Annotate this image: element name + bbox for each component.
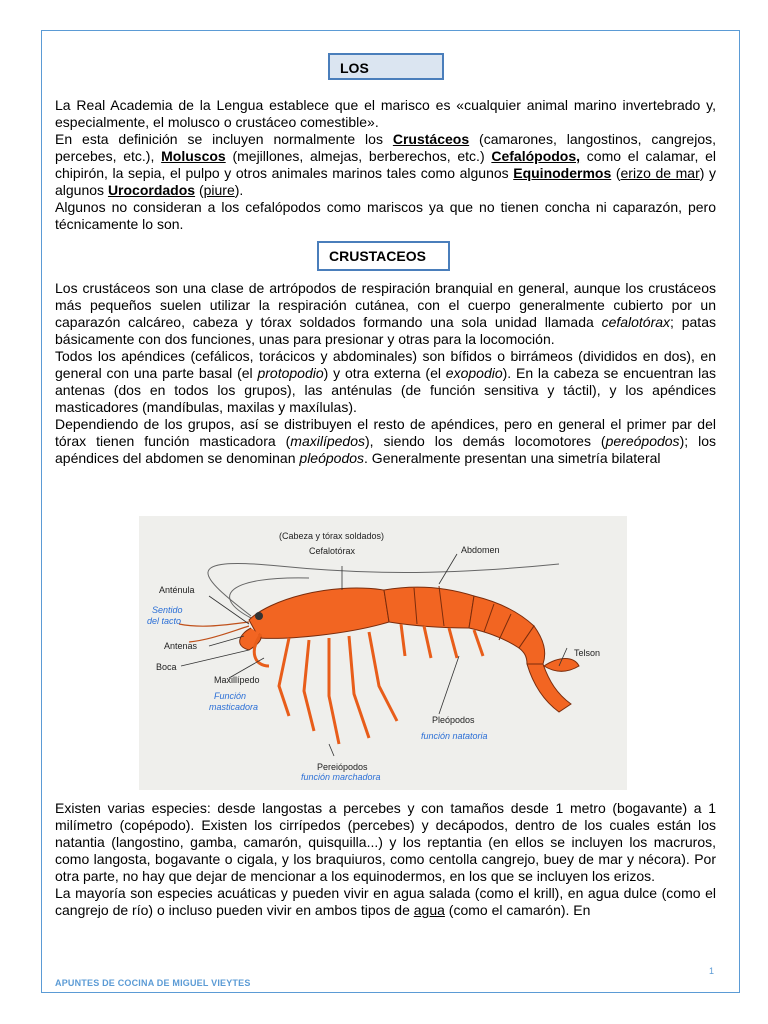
leader-line: [439, 656, 459, 714]
eye-shape: [255, 612, 263, 620]
text-run: ), siendo los demás locomotores (: [365, 433, 606, 449]
text-run: La mayoría son especies acuáticas y pueden vivir en agua salada (como el krill), en agua dulce (como el cangrejo de río) o incluso pueden vivir en ambos tipos de: [55, 885, 716, 918]
crust-paragraph-1: [55, 280, 716, 348]
text-run: ). En la cabeza se encuentran las antenas (dos en todos los grupos), las anténulas (de función sensitiva y táctil), y los apéndices masticadores (mandíbulas, maxilas y maxílulas).: [55, 365, 716, 415]
term-moluscos: Moluscos: [161, 148, 226, 164]
link-piure[interactable]: piure: [203, 182, 235, 198]
leader-line: [181, 650, 249, 666]
label-masticadora: masticadora: [209, 702, 259, 712]
term-maxilipedos: maxilípedos: [290, 433, 365, 449]
walking-leg: [304, 640, 314, 731]
heading-los-text: LOS: [340, 60, 369, 76]
page-number: 1: [709, 966, 715, 976]
text-run: (como el camarón). En: [444, 902, 591, 918]
species-paragraph-1: Existen varias especies: desde langostas a percebes y con tamaños desde 1 metro (bogavante) a 1 milímetro (copépodo). Existen los cirrípedos (percebes) y decápodos, dentro de los cuales están los natantia (langostino, gamba, camarón, quisquilla...) y los reptantia (en ellos se incluyen los macruros, como langosta, bogavante o cigala, y los braquiuros, como centolla cangrejo, buey de mar y nécora). Por otra parte, no hay que dejar de mencionar a los equinodermos, en los que se incluyen los erizos.: [55, 800, 716, 884]
text-run: (camarones, langostinos, cangrejos, percebes, etc.),: [55, 131, 716, 164]
abdomen-segment: [384, 587, 474, 628]
label-pleopodos: Pleópodos: [432, 715, 475, 725]
intro-section: [55, 97, 716, 233]
antennule-line: [179, 622, 249, 626]
term-equinodermos: Equinodermos: [513, 165, 612, 181]
term-urocordados: Urocordados: [107, 182, 196, 198]
term-crustaceos: Crustáceos: [392, 131, 470, 147]
label-natatoria: función natatoria: [421, 731, 488, 741]
walking-leg: [329, 638, 339, 744]
term-exopodio: exopodio: [445, 365, 503, 381]
term-cefalopodos: Cefalópodos,: [491, 148, 581, 164]
text-run: ); los apéndices del abdomen se denominan: [55, 433, 717, 466]
text-run: Todos los apéndices (cefálicos, torácicos y abdominales) son bífidos o birrámeos (divididos en dos), en general con una parte basal (el: [55, 348, 716, 381]
walking-leg: [369, 632, 397, 721]
label-cefalotorax: Cefalotórax: [309, 546, 356, 556]
label-tacto: del tacto: [147, 616, 182, 626]
link-erizo[interactable]: erizo de mar: [620, 165, 700, 181]
heading-crustaceos: [317, 241, 450, 271]
term-cefalotorax: cefalotórax: [601, 314, 671, 330]
crust-paragraph-3: [55, 416, 716, 467]
footer-text: APUNTES DE COCINA DE MIGUEL VIEYTES: [55, 978, 251, 988]
label-pereiopodos: Pereiópodos: [317, 762, 368, 772]
text-run: ; patas básicamente con dos funciones, unas para presionar y otras para la locomoción.: [55, 314, 716, 347]
leader-line: [329, 744, 334, 756]
shrimp-anatomy-figure: [139, 516, 627, 790]
species-section: [55, 800, 716, 919]
label-antenas: Antenas: [164, 641, 198, 651]
label-antenula: Anténula: [159, 585, 195, 595]
text-run: Los crustáceos son una clase de artrópodos de respiración branquial en general, aunque los crustáceos más pequeños suelen utilizar la respiración cutánea, con el cuerpo generalmente cubierto por un caparazón calcáreo, cabeza y tórax soldados formando una sola unidad llamada: [55, 280, 716, 330]
label-funcion: Función: [214, 691, 247, 701]
text-run: (: [195, 182, 204, 198]
term-pleopodos: pleópodos: [299, 450, 365, 466]
crustaceos-section: [55, 280, 716, 467]
text-run: (mejillones, almejas, berberechos, etc.): [225, 148, 492, 164]
cephalothorax-shape: [249, 588, 389, 638]
label-boca: Boca: [156, 662, 177, 672]
text-run: En esta definición se incluyen normalmente los: [55, 131, 393, 147]
label-sentido: Sentido: [152, 605, 183, 615]
walking-leg: [349, 636, 369, 738]
intro-paragraph-2: [55, 131, 716, 199]
intro-paragraph-3: Algunos no consideran a los cefalópodos como mariscos ya que no tienen concha ni caparazón, pero técnicamente lo son.: [55, 199, 716, 232]
label-maxilipedo: Maxillípedo: [214, 675, 260, 685]
text-run: (: [611, 165, 621, 181]
heading-crustaceos-text: CRUSTACEOS: [329, 248, 426, 264]
text-run: ) y algunos: [55, 165, 716, 198]
species-paragraph-2: [55, 885, 716, 919]
swimming-legs: [401, 624, 483, 658]
text-run: . Generalmente presentan una simetría bilateral: [364, 450, 661, 466]
heading-los: [328, 53, 444, 80]
text-run: ).: [234, 182, 244, 198]
intro-paragraph-1: La Real Academia de la Lengua establece que el marisco es «cualquier animal marino invertebrado y, especialmente, el molusco o crustáceo comestible».: [55, 97, 716, 130]
link-agua[interactable]: agua: [413, 902, 445, 918]
walking-leg: [279, 638, 289, 716]
term-pereopodos: pereópodos: [605, 433, 680, 449]
crust-paragraph-2: [55, 348, 716, 416]
label-telson: Telson: [574, 648, 601, 658]
label-top: (Cabeza y tórax soldados): [279, 531, 385, 541]
label-abdomen: Abdomen: [461, 545, 500, 555]
leader-line: [439, 554, 457, 584]
shrimp-diagram: [139, 516, 627, 790]
text-run: como el calamar, el chipirón, la sepia, el pulpo y otros animales marinos tales como algunos: [55, 148, 716, 181]
term-protopodio: protopodio: [257, 365, 324, 381]
label-marchadora: función marchadora: [301, 772, 381, 782]
text-run: Dependiendo de los grupos, así se distribuyen el resto de apéndices, pero en general el primer par del tórax tienen función masticadora (: [55, 416, 716, 449]
text-run: ) y otra externa (el: [323, 365, 446, 381]
